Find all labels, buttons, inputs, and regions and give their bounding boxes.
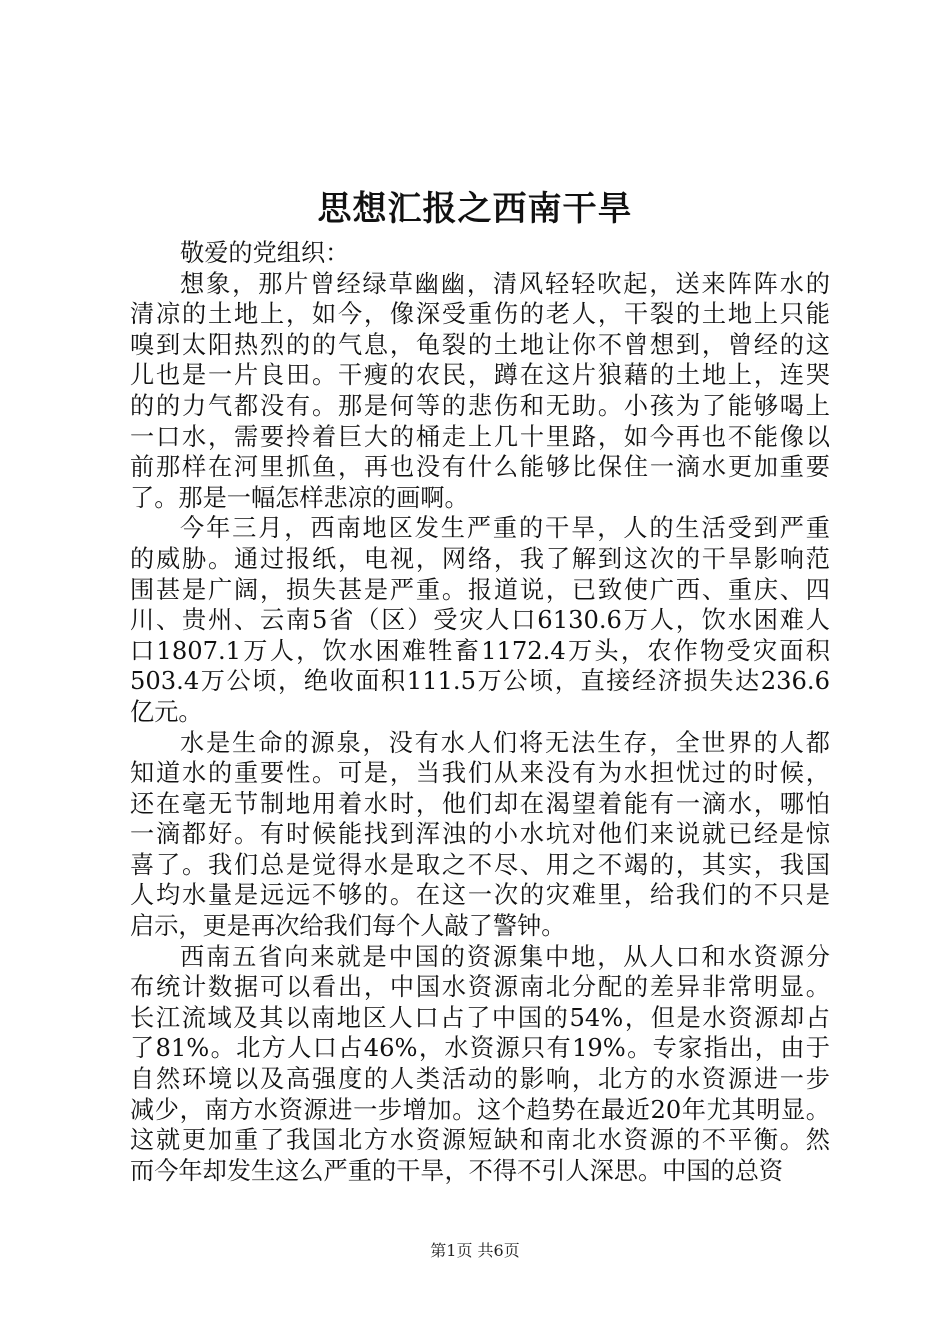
salutation: 敬爱的党组织：	[180, 239, 350, 267]
paragraph-line: 口1807.1万人，饮水困难牲畜1172.4万头，农作物受灾面积	[130, 636, 830, 665]
paragraph-line: 的威胁。通过报纸，电视，网络，我了解到这次的干旱影响范	[130, 544, 830, 573]
paragraph	[130, 269, 830, 514]
paragraph-line: 减少，南方水资源进一步增加。这个趋势在最近20年尤其明显。	[130, 1095, 830, 1124]
paragraph-line: 长江流域及其以南地区人口占了中国的54%，但是水资源却占	[130, 1003, 830, 1032]
document-body	[130, 238, 830, 1186]
paragraph-line: 前那样在河里抓鱼，再也没有什么能够比保住一滴水更加重要	[130, 453, 830, 482]
paragraph-line: 围甚是广阔，损失甚是严重。报道说，已致使广西、重庆、四	[130, 575, 830, 604]
paragraph-container	[130, 269, 830, 1187]
paragraph-line: 这就更加重了我国北方水资源短缺和南北水资源的不平衡。然	[130, 1126, 830, 1155]
paragraph-line: 水是生命的源泉，没有水人们将无法生存，全世界的人都	[180, 728, 830, 757]
paragraph-line: 西南五省向来就是中国的资源集中地，从人口和水资源分	[180, 942, 830, 971]
paragraph-line: 亿元。	[130, 697, 203, 726]
paragraph	[130, 942, 830, 1187]
paragraph-line: 还在毫无节制地用着水时，他们却在渴望着能有一滴水，哪怕	[130, 789, 830, 818]
paragraph-line: 一口水，需要拎着巨大的桶走上几十里路，如今再也不能像以	[130, 422, 830, 451]
paragraph	[130, 513, 830, 727]
page-footer: 第1页 共6页	[430, 1241, 520, 1260]
paragraph-line: 喜了。我们总是觉得水是取之不尽、用之不竭的，其实，我国	[130, 850, 830, 879]
paragraph-line: 嗅到太阳热烈的的气息，龟裂的土地让你不曾想到，曾经的这	[130, 330, 830, 359]
paragraph-line: 启示，更是再次给我们每个人敲了警钟。	[130, 912, 566, 941]
paragraph-line: 了81%。北方人口占46%，水资源只有19%。专家指出，由于	[130, 1034, 830, 1063]
paragraph-line: 想象，那片曾经绿草幽幽，清风轻轻吹起，送来阵阵水的	[180, 269, 830, 298]
paragraph-line: 儿也是一片良田。干瘦的农民，蹲在这片狼藉的土地上，连哭	[130, 361, 830, 390]
paragraph-line: 川、贵州、云南5省（区）受灾人口6130.6万人，饮水困难人	[130, 606, 830, 635]
paragraph-line: 了。那是一幅怎样悲凉的画啊。	[130, 483, 469, 512]
paragraph	[130, 728, 830, 942]
paragraph-line: 一滴都好。有时候能找到浑浊的小水坑对他们来说就已经是惊	[130, 820, 830, 849]
paragraph-line: 布统计数据可以看出，中国水资源南北分配的差异非常明显。	[130, 973, 830, 1002]
paragraph-line: 知道水的重要性。可是，当我们从来没有为水担忧过的时候，	[130, 759, 830, 788]
paragraph-line: 自然环境以及高强度的人类活动的影响，北方的水资源进一步	[130, 1065, 830, 1094]
paragraph-line: 人均水量是远远不够的。在这一次的灾难里，给我们的不只是	[130, 881, 830, 910]
paragraph-line: 今年三月，西南地区发生严重的干旱，人的生活受到严重	[180, 514, 830, 543]
paragraph-line: 503.4万公顷，绝收面积111.5万公顷，直接经济损失达236.6	[130, 667, 830, 696]
paragraph-line: 的的力气都没有。那是何等的悲伤和无助。小孩为了能够喝上	[130, 391, 830, 420]
document-title: 思想汇报之西南干旱	[317, 189, 633, 229]
paragraph-line: 清凉的土地上，如今，像深受重伤的老人，干裂的土地上只能	[130, 300, 830, 329]
paragraph-line: 而今年却发生这么严重的干旱，不得不引人深思。中国的总资	[130, 1156, 784, 1185]
